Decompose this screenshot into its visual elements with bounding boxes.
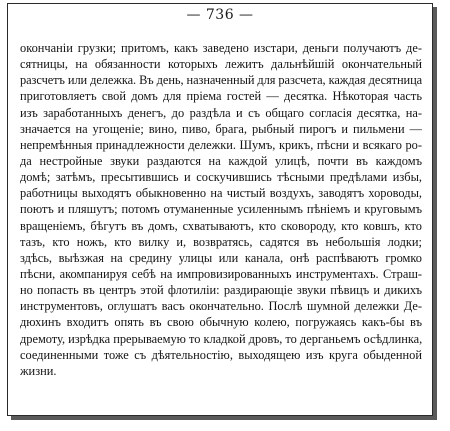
text-line: работницы выходятъ обыкновенно на чистый воздухъ, заводятъ хороводы, [20,186,422,201]
text-line: да нестройные звуки раздаются на каждой улицѣ, почти въ каждомъ [20,153,422,168]
page-number: — 736 — [186,7,254,23]
text-line: значается на угощеніе; вино, пиво, брага, рыбный пирогъ и пильмени — [20,121,422,136]
text-line: вращеніемъ, бѣгутъ въ домъ, схватываютъ, кто сковороду, кто ковшъ, кто [20,218,422,233]
text-line: изъ заработанныхъ денегъ, до раздѣла и съ общаго согласія десятка, на- [20,105,422,120]
body-text [20,40,422,379]
text-line: разсчетъ или дележка. Въ день, назначенный для разсчета, каждая десятница [20,73,422,88]
text-line: дюхинъ входитъ опять въ свою обычную колею, погружаясь какъ-бы въ [20,315,422,330]
text-line: но попасть въ центръ этой флотиліи: раздирающіе звуки пѣвицъ и дикихъ [20,283,422,298]
text-line: непремѣнныя принадлежности дележки. Шумъ, крикъ, пѣсни и всякаго ро- [20,137,422,152]
text-line: приготовляетъ свой домъ для пріема гостей — десятка. Нѣкоторая часть [20,89,422,104]
book-page [7,3,433,416]
text-line: жизни. [20,363,57,378]
text-line: сятницы, на обязанности которыхъ лежитъ дальнѣйшій окончательный [20,57,422,72]
text-line: дремоту, изрѣдка прерываемую то кладкой дровъ, то дерганьемъ осѣдлинка, [20,331,422,346]
text-line: пѣсни, акомпанируя себѣ на импровизированныхъ инструментахъ. Страш- [20,266,422,281]
text-line: соединенными тоже съ дѣятельностію, выходящею изъ круга обыденной [20,347,422,362]
text-line: поютъ и пляшутъ; потомъ отуманенные усиленнымъ пѣніемъ и круговымъ [20,202,422,217]
text-line: окончаніи грузки; притомъ, какъ заведено изстари, деньги получаютъ де- [20,41,422,55]
text-line: инструментовъ, оглушатъ васъ окончательно. Послѣ шумной дележки Де- [20,299,422,314]
text-line: здѣсь, выѣзжая на средину улицы или канала, онѣ распѣваютъ громко [20,250,422,265]
text-line: домѣ; затѣмъ, пресытившись и соскучившись тѣсными предѣлами избы, [20,170,422,185]
text-line: тазъ, кто ножъ, кто вилку и, возвратясь, садятся въ небольшія лодки; [20,234,422,249]
